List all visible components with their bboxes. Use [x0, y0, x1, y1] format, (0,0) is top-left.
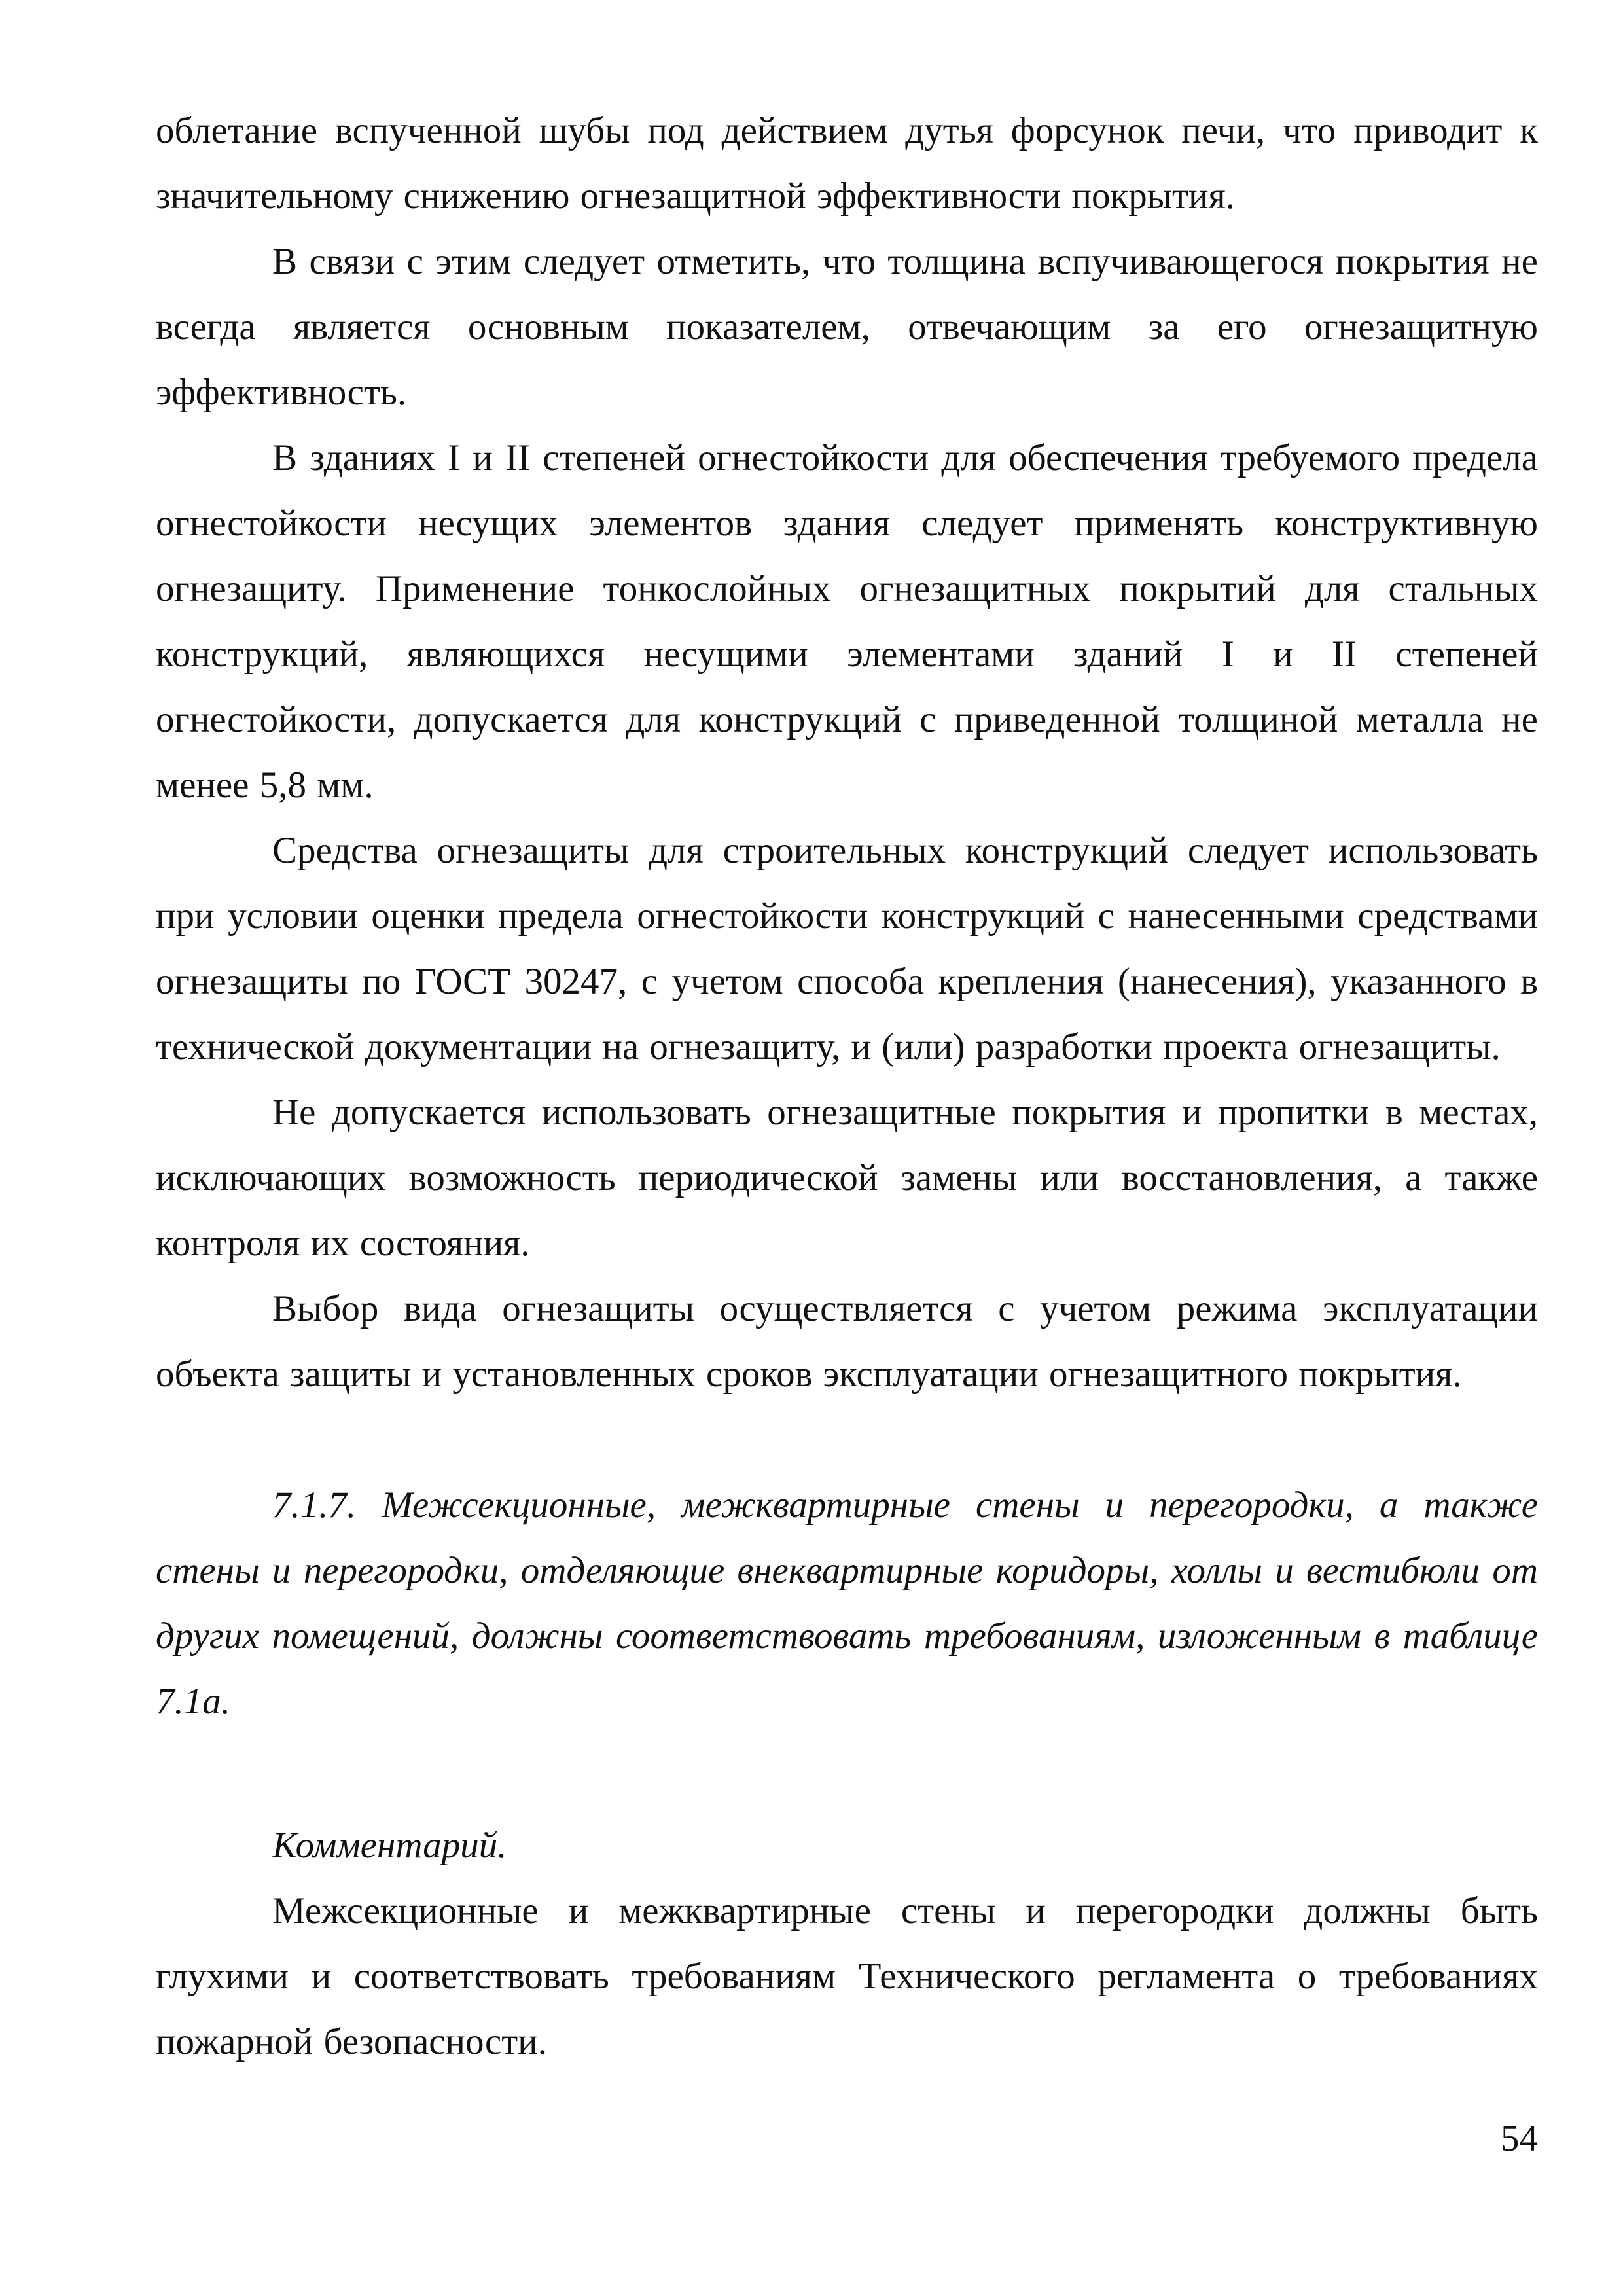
body-paragraph: Не допускается использовать огнезащитные покрытия и пропитки в местах, исключающих возможность периодической замены или восстановления, а также контроля их состояния. [156, 1092, 1538, 1264]
document-page [156, 98, 1538, 2075]
body-paragraph: облетание вспученной шубы под действием дутья форсунок печи, что приводит к значительному снижению огнезащитной эффективности покрытия. [156, 110, 1538, 217]
comment-heading: Комментарий. [272, 1825, 507, 1866]
body-paragraph: В связи с этим следует отметить, что толщина вспучивающегося покрытия не всегда является основным показателем, отвечающим за его огнезащитную эффективность. [156, 241, 1538, 413]
body-paragraph: Выбор вида огнезащиты осуществляется с учетом режима эксплуатации объекта защиты и установленных сроков эксплуатации огнезащитного покрытия. [156, 1288, 1538, 1395]
page-number: 54 [1501, 2118, 1538, 2159]
clause-7-1-7: 7.1.7. Межсекционные, межквартирные стены и перегородки, а также стены и перегородки, отделяющие внеквартирные коридоры, холлы и вестибюли от других помещений, должны соответствовать требованиям, изложенным в таблице 7.1а. [156, 1484, 1538, 1722]
body-paragraph: В зданиях I и II степеней огнестойкости для обеспечения требуемого предела огнестойкости несущих элементов здания следует применять конструктивную огнезащиту. Применение тонкослойных огнезащитных покрытий для стальных конструкций, являющихся несущими элементами зданий I и II степеней огнестойкости, допускается для конструкций с приведенной толщиной металла не менее 5,8 мм. [156, 437, 1538, 806]
comment-text: Межсекционные и межквартирные стены и перегородки должны быть глухими и соответствовать требованиям Технического регламента о требованиях пожарной безопасности. [156, 1890, 1538, 2062]
body-paragraph: Средства огнезащиты для строительных конструкций следует использовать при условии оценки предела огнестойкости конструкций с нанесенными средствами огнезащиты по ГОСТ 30247, с учетом способа крепления (нанесения), указанного в технической документации на огнезащиту, и (или) разработки проекта огнезащиты. [156, 830, 1538, 1067]
